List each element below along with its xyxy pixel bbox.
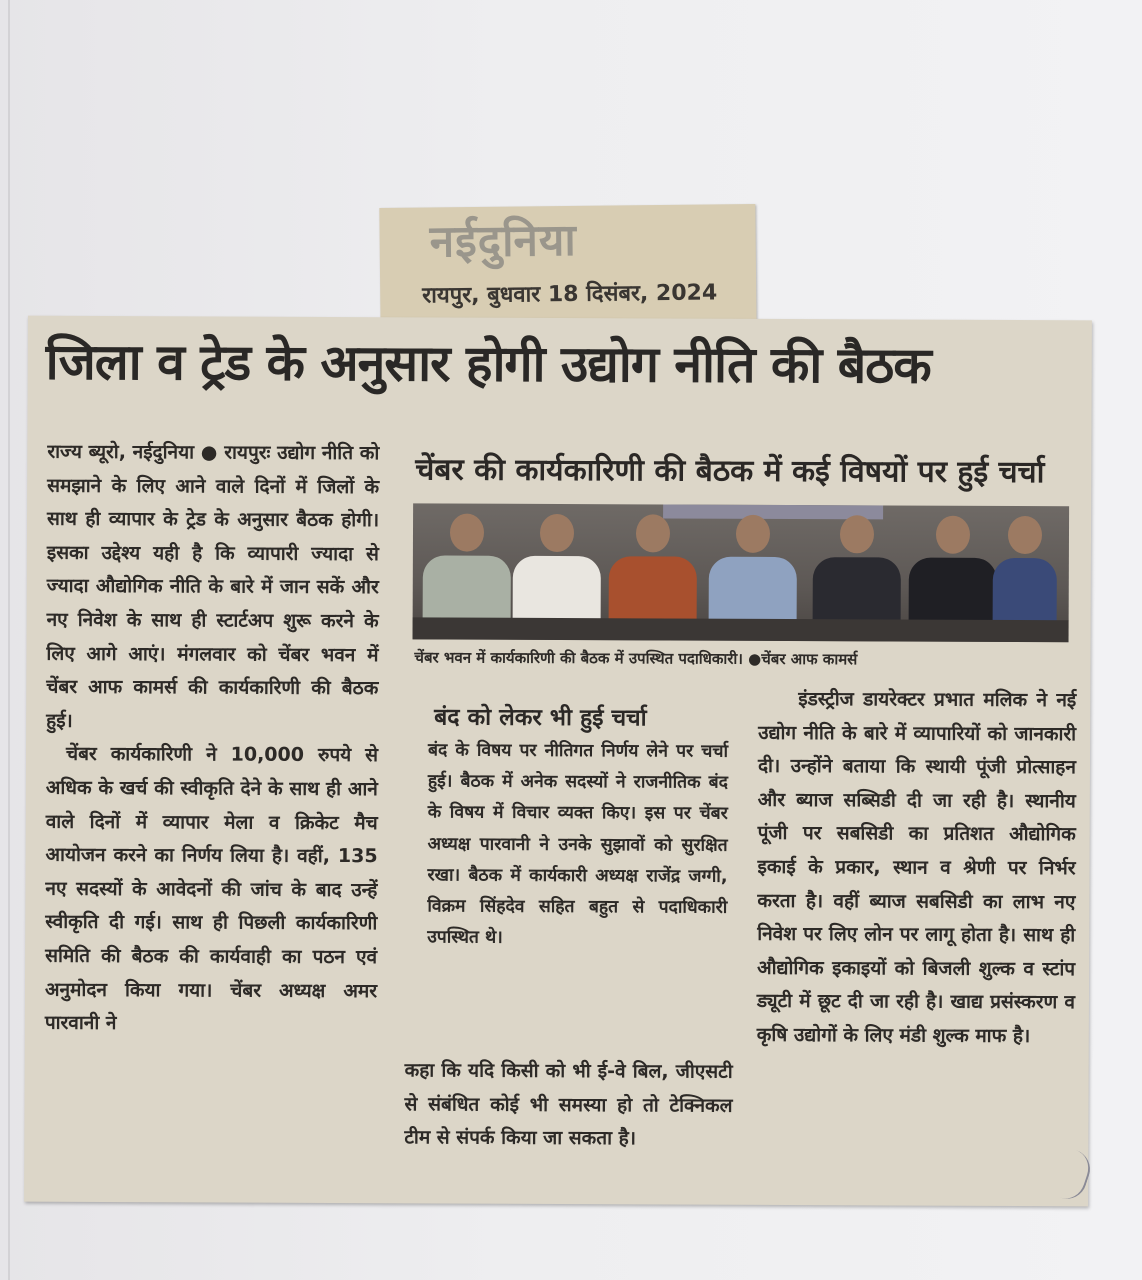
paper-edge	[8, 0, 10, 1280]
photo-person	[513, 514, 601, 622]
subheadline: चेंबर की कार्यकारिणी की बैठक में कई विषयों पर हुई चर्चा	[415, 452, 1045, 491]
meeting-photo	[413, 503, 1070, 642]
headline: जिला व ट्रेड के अनुसार होगी उद्योग नीति की बैठक	[45, 332, 931, 395]
photo-table	[413, 617, 1069, 642]
box-title: बंद को लेकर भी हुई चर्चा	[434, 704, 647, 732]
photo-person	[709, 515, 797, 623]
newspaper-logo: नईदुनिया	[429, 214, 578, 268]
article-clipping	[24, 316, 1092, 1207]
photo-person	[423, 513, 511, 621]
column-2-bottom	[404, 1054, 732, 1156]
photo-caption: चेंबर भवन में कार्यकारिणी की बैठक में उपस्थित पदाधिकारी। ●चेंबर आफ कामर्स	[414, 648, 858, 669]
col2-bottom-paragraph: कहा कि यदि किसी को भी ई-वे बिल, जीएसटी से संबंधित कोई भी समस्या हो तो टेक्निकल टीम से संपर्क किया जा सकता है।	[404, 1059, 733, 1150]
photo-person	[609, 514, 697, 622]
column-1	[45, 436, 380, 1042]
column-3	[757, 683, 1077, 1054]
col1-paragraph-2: चेंबर कार्यकारिणी ने 10,000 रुपये से अधिक के खर्च की स्वीकृति देने के साथ ही आने वाले दिनों में व्यापार मेला व क्रिकेट मैच आयोजन करने का निर्णय लिया है। वहीं, 135 नए सदस्यों के आवेदनों की जांच के बाद उन्हें स्वीकृति दी गई। साथ ही पिछली कार्यकारिणी समिति की बैठक की कार्यवाही का पठन एवं अनुमोदन किया गया। चेंबर अध्यक्ष अमर पारवानी ने	[44, 743, 379, 1035]
col3-paragraph: इंडस्ट्रीज डायरेक्टर प्रभात मलिक ने नई उद्योग नीति के बारे में व्यापारियों को जानकारी दी। उन्होंने बताया कि स्थायी पूंजी प्रोत्साहन और ब्याज सब्सिडी दी जा रही है। स्थानीय पूंजी पर सबसिडी का प्रतिशत औद्योगिक इकाई के प्रकार, स्थान व श्रेणी पर निर्भर करता है। वहीं ब्याज सबसिडी का लाभ नए निवेश पर लिए लोन पर लागू होता है। साथ ही औद्योगिक इकाइयों को बिजली शुल्क व स्टांप ड्यूटी में छूट दी जा रही है। खाद्य प्रसंस्करण व कृषि उद्योगों के लिए मंडी शुल्क माफ है।	[756, 688, 1077, 1048]
box-paragraph: बंद के विषय पर नीतिगत निर्णय लेने पर चर्चा हुई। बैठक में अनेक सदस्यों ने राजनीतिक बंद के विषय में विचार व्यक्त किए। इस पर चेंबर अध्यक्ष पारवानी ने उनके सुझावों को सुरक्षित रखा। बैठक में कार्यकारी अध्यक्ष राजेंद्र जग्गी, विक्रम सिंहदेव सहित बहुत से पदाधिकारी उपस्थित थे।	[427, 740, 729, 948]
box-text	[427, 735, 728, 955]
photo-person	[993, 516, 1057, 624]
photo-person	[813, 515, 901, 623]
photo-person	[909, 516, 997, 624]
dateline: रायपुर, बुधवार 18 दिसंबर, 2024	[422, 280, 718, 309]
col1-paragraph-1: राज्य ब्यूरो, नईदुनिया ● रायपुरः उद्योग नीति को समझाने के लिए आने वाले दिनों में जिलों के साथ ही व्यापार के ट्रेड के अनुसार बैठक होगी। इसका उद्देश्य यही है कि व्यापारी ज्यादा से ज्यादा औद्योगिक नीति के बारे में जान सकें और नए निवेश के साथ ही स्टार्टअप शुरू करने के लिए आगे आएं। मंगलवार को चेंबर भवन में चेंबर आफ कामर्स की कार्यकारिणी की बैठक हुई।	[46, 440, 380, 732]
